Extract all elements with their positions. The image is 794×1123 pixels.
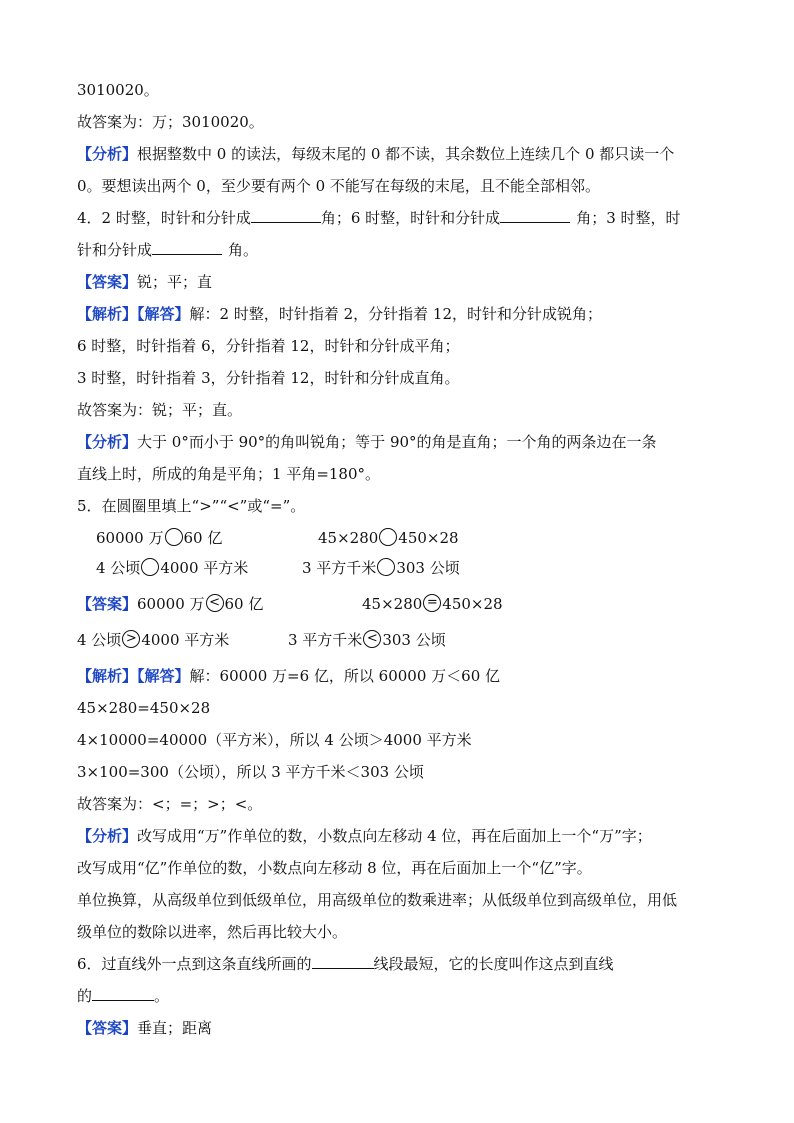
question-4-line2: 针和分针成 角。 [77, 241, 259, 259]
final-answer-line: 故答案为：<；=；>；<。 [77, 795, 263, 813]
answer-item: 3 平方千米 < 303 公顷 [288, 631, 446, 649]
solution-line: 3 时整，时针指着 3，分针指着 12，时针和分针成直角。 [77, 369, 460, 387]
solution-line: 6 时整，时针指着 6，分针指着 12，时针和分针成平角； [77, 337, 460, 355]
filled-circle: > [122, 630, 140, 648]
text-line: 0。要想读出两个 0，至少要有两个 0 不能写在每级的末尾，且不能全部相邻。 [77, 177, 600, 195]
answer-item: 【答案】60000 万 < 60 亿 [77, 595, 264, 613]
solution-line: 4×10000=40000（平方米），所以 4 公顷＞4000 平方米 [77, 731, 472, 749]
solution-line: 【解析】【解答】解：60000 万=6 亿，所以 60000 万＜60 亿 [77, 667, 501, 685]
empty-circle [141, 558, 159, 576]
answer-blank [251, 208, 321, 223]
analysis-line: 级单位的数除以进率，然后再比较大小。 [77, 923, 348, 941]
analysis-line: 【分析】大于 0°而小于 90°的角叫锐角；等于 90°的角是直角；一个角的两条边在一条 [77, 433, 657, 451]
compare-item: 3 平方千米 303 公顷 [302, 559, 460, 577]
empty-circle [165, 528, 183, 546]
text-line: 故答案为：万；3010020。 [77, 113, 264, 131]
filled-circle: = [423, 594, 441, 612]
answer-blank [500, 208, 570, 223]
answer-blank [92, 986, 154, 1001]
text-line [77, 144, 674, 164]
analysis-tag: 【分析】 [77, 145, 138, 163]
answer-tag: 【答案】 [77, 595, 138, 613]
answer-line: 【答案】锐；平；直 [77, 273, 213, 291]
filled-circle: < [206, 594, 224, 612]
answer-tag: 【答案】 [77, 1019, 138, 1037]
empty-circle [377, 558, 395, 576]
analysis-line: 【分析】改写成用“万”作单位的数，小数点向左移动 4 位，再在后面加上一个“万”字； [77, 827, 652, 845]
answer-blank [312, 954, 374, 969]
compare-item: 60000 万 60 亿 [96, 529, 223, 547]
question-4-line1: 4．2 时整，时针和分针成 角；6 时整，时针和分针成 角；3 时整，时 [77, 209, 681, 227]
answer-blank [152, 240, 222, 255]
answer-line: 【答案】垂直；距离 [77, 1019, 213, 1037]
compare-item: 4 公顷 4000 平方米 [96, 559, 249, 577]
answer-tag: 【答案】 [77, 273, 138, 291]
solution-line: 45×280=450×28 [77, 699, 211, 717]
answer-item: 45×280 = 450×28 [362, 595, 503, 613]
filled-circle: < [363, 630, 381, 648]
solution-line: 【解析】【解答】解：2 时整，时针指着 2，分针指着 12，时针和分针成锐角； [77, 305, 603, 323]
question-6-line2: 的 。 [77, 987, 170, 1005]
analysis-line: 改写成用“亿”作单位的数，小数点向左移动 8 位，再在后面加上一个“亿”字。 [77, 859, 592, 877]
question-5-title: 5．在圆圈里填上“>”“<”或“=”。 [77, 497, 306, 515]
question-6-line1: 6．过直线外一点到这条直线所画的 线段最短，它的长度叫作这点到直线 [77, 955, 614, 973]
answer-item: 4 公顷 > 4000 平方米 [77, 631, 230, 649]
final-answer-line: 故答案为：锐；平；直。 [77, 401, 243, 419]
compare-item: 45×280 450×28 [318, 529, 459, 547]
empty-circle [379, 528, 397, 546]
text-line: 3010020。 [77, 81, 159, 99]
analysis-line: 直线上时，所成的角是平角；1 平角=180°。 [77, 465, 381, 483]
analysis-text: 根据整数中 0 的读法，每级末尾的 0 都不读，其余数位上连续几个 0 都只读一个 [137, 145, 675, 163]
solution-line: 3×100=300（公顷），所以 3 平方千米＜303 公顷 [77, 763, 424, 781]
analysis-line: 单位换算，从高级单位到低级单位，用高级单位的数乘进率；从低级单位到高级单位，用低 [77, 891, 678, 909]
